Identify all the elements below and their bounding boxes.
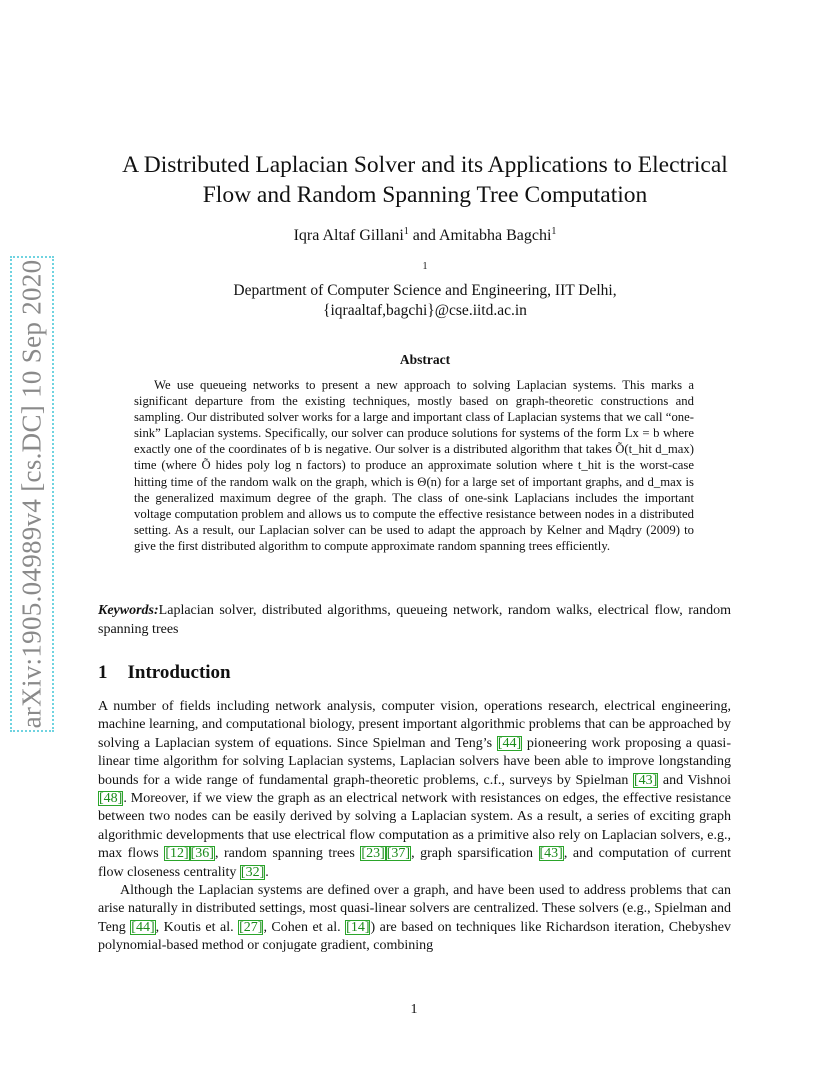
- paragraph-text: .: [265, 864, 269, 880]
- paper-title: [80, 150, 770, 210]
- paragraph-text: A number of fields including network analysis, computer vision, operations research, electrical engineering, machine learning, and computational biology, present important algorithmic problems that can be approached by solving a Laplacian system of equations. Since Spielman and Teng’s: [98, 699, 731, 751]
- affiliation-marker: 1: [551, 226, 557, 237]
- abstract-heading: Abstract: [399, 352, 451, 367]
- affiliation-emails: {iqraaltaf,bagchi}@cse.iitd.ac.in: [323, 302, 527, 319]
- paragraph-text: Although the Laplacian systems are defined over a graph, and have been used to address problems that can arise naturally in distributed settings, most quasi-linear solvers are centralized. These solvers (e.g., Spielman and Teng: [98, 883, 731, 935]
- arxiv-identifier-stamp: [10, 256, 54, 732]
- citation-link[interactable]: [44]: [497, 735, 522, 751]
- citation-link[interactable]: [23]: [361, 846, 385, 862]
- keywords-label: Keywords:: [98, 603, 159, 618]
- citation-link[interactable]: [12]: [165, 846, 189, 862]
- paragraph-text: . Moreover, if we view the graph as an electrical network with resistances on edges, the effective resistance between two nodes can be easily derived by solving a Laplacian system. As a result, a series of exciting graph algorithmic developments that use electrical flow computation as a primitive also rely on Laplacian solvers, e.g., max flows: [98, 791, 731, 862]
- citation-link[interactable]: [43]: [539, 846, 563, 862]
- affiliation-text: Department of Computer Science and Engineering, IIT Delhi,: [233, 282, 617, 299]
- section-body: [98, 698, 731, 956]
- title-line-1: A Distributed Laplacian Solver and its Applications to Electrical: [122, 152, 728, 178]
- affiliation-block: [80, 261, 770, 321]
- paragraph-text: , random spanning trees: [214, 846, 361, 862]
- paragraph-text: ) are based on techniques like Richardson iteration, Chebyshev polynomial-based method or conjugate gradient, combining: [98, 919, 731, 954]
- citation-link[interactable]: [14]: [346, 919, 370, 935]
- citation-link[interactable]: [32]: [240, 864, 265, 880]
- author-conjunction: and: [408, 227, 439, 244]
- paragraph-text: , and computation of current flow closeness centrality: [98, 846, 732, 880]
- affiliation-marker: 1: [422, 261, 428, 272]
- section-heading: [98, 662, 231, 684]
- affiliation-line: [80, 261, 770, 301]
- paragraph: [98, 698, 731, 882]
- citation-link[interactable]: [27]: [239, 919, 263, 935]
- section-title: Introduction: [127, 662, 231, 683]
- paragraph: [98, 882, 731, 956]
- paragraph-text: pioneering work proposing a quasi-linear time algorithm for solving Laplacian systems, Laplacian solvers have been able to improve longstanding bounds for a wide range of fundamental graph-theoretic problems, c.f., surveys by Spielman: [98, 735, 731, 788]
- page-number: 1: [410, 1002, 418, 1017]
- citation-link[interactable]: [43]: [633, 772, 658, 788]
- arxiv-identifier-text: arXiv:1905.04989v4 [cs.DC] 10 Sep 2020: [16, 259, 47, 729]
- paragraph-text: , Koutis et al.: [155, 919, 239, 935]
- paragraph-text: , graph sparsification: [411, 846, 539, 862]
- author-name: Iqra Altaf Gillani: [293, 227, 404, 244]
- section-number: 1: [98, 662, 108, 683]
- citation-link[interactable]: [48]: [99, 791, 123, 807]
- keywords-text: Laplacian solver, distributed algorithms, queueing network, random walks, electrical flow, random spanning trees: [98, 603, 731, 637]
- author-name: Amitabha Bagchi: [438, 227, 552, 244]
- abstract-block: [134, 377, 694, 554]
- keywords-block: [98, 601, 731, 639]
- title-line-2: Flow and Random Spanning Tree Computation: [202, 182, 648, 208]
- paragraph-text: and Vishnoi: [658, 772, 731, 788]
- citation-link[interactable]: [44]: [131, 919, 155, 935]
- author-list: [80, 227, 770, 245]
- affiliation-marker: 1: [403, 226, 409, 237]
- citation-link[interactable]: [36]: [190, 846, 214, 862]
- paragraph-text: , Cohen et al.: [263, 919, 346, 935]
- abstract-text: We use queueing networks to present a new approach to solving Laplacian systems. This marks a significant departure from the existing techniques, mostly based on graph-theoretic constructions and sampling. Our distributed solver works for a large and important class of Laplacian systems that we call “one-sink” Laplacian systems. Specifically, our solver can produce solutions for systems of the form Lx = b where exactly one of the coordinates of b is negative. Our solver is a distributed algorithm that takes Õ(t_hit d_max) time (where Õ hides poly log n factors) to produce an approximate solution where t_hit is the worst-case hitting time of the random walk on the graph, which is Θ(n) for a large set of important graphs, and d_max is the generalized maximum degree of the graph. The class of one-sink Laplacians includes the important voltage computation problem and allows us to compute the effective resistance between nodes in a distributed setting. As a result, our Laplacian solver can be used to adapt the approach by Kelner and Mądry (2009) to give the first distributed algorithm to compute approximate random spanning trees efficiently.: [134, 378, 694, 553]
- citation-link[interactable]: [37]: [386, 846, 411, 862]
